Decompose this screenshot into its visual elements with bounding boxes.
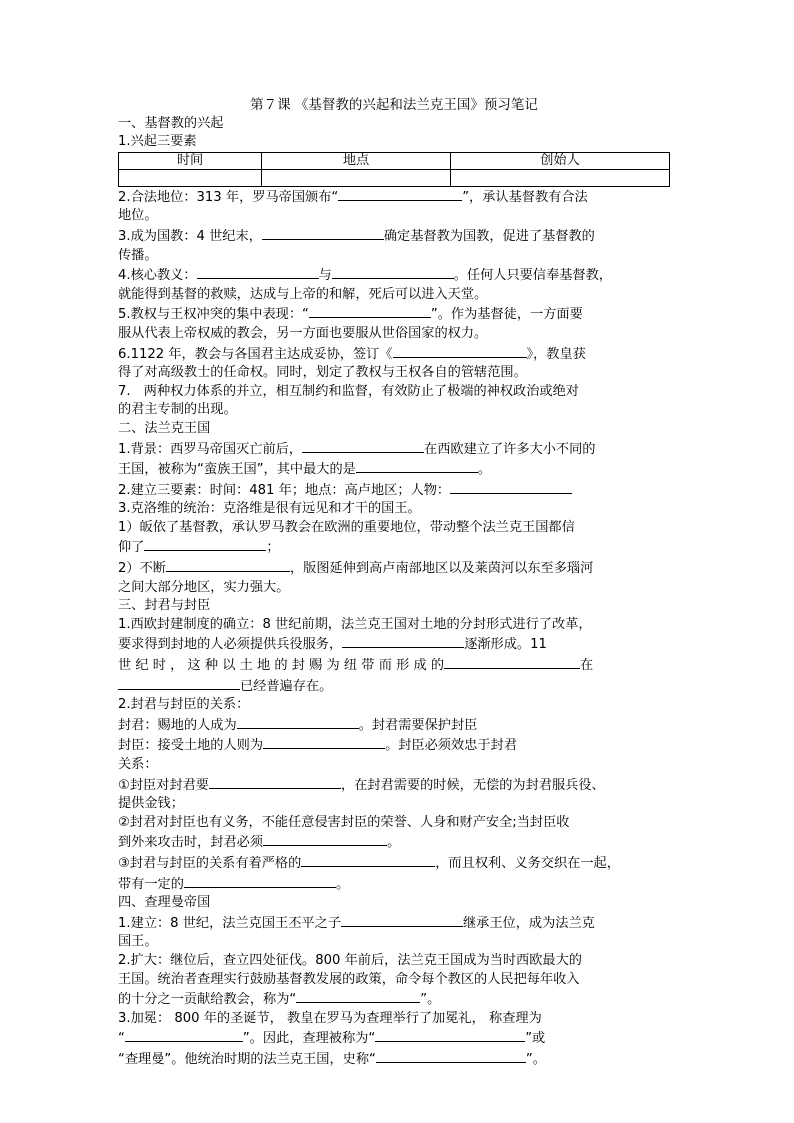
text-span: ，而且权利、义务交织在一起， xyxy=(435,855,620,871)
section-heading: 三、封君与封臣 xyxy=(118,598,211,614)
text-span: ，在封君需要的时候，无偿的为封君服兵役、 xyxy=(340,777,605,793)
text-span: ”。 xyxy=(525,1051,546,1067)
text-line: 地位。 xyxy=(118,208,158,224)
text-line xyxy=(118,735,670,756)
text-line xyxy=(118,537,670,558)
fill-blank[interactable] xyxy=(375,1028,525,1042)
text-span: 1.建立：8 世纪，法兰克国王丕平之子 xyxy=(118,915,341,931)
text-line xyxy=(118,1049,670,1070)
fill-blank[interactable] xyxy=(450,480,572,494)
fill-blank[interactable] xyxy=(144,537,266,551)
text-line xyxy=(118,226,670,247)
text-line: 1）皈依了基督教，承认罗马教会在欧洲的重要地位，带动整个法兰克王国都信 xyxy=(118,519,575,535)
text-line xyxy=(118,874,670,895)
fill-blank[interactable] xyxy=(237,715,359,729)
fill-blank[interactable] xyxy=(263,735,385,749)
text-span: ”，承认基督教有合法 xyxy=(462,189,588,205)
text-span: 王国，被称为“蛮族王国”，其中最大的是 xyxy=(118,462,356,478)
text-line xyxy=(118,715,670,736)
table-header-place: 地点 xyxy=(262,152,451,169)
text-line: 王国。统治者查理实行鼓励基督教发展的政策，命令每个教区的人民把每年收入 xyxy=(118,971,580,987)
text-line: 得了对高级教士的任命权。同时，划定了教权与王权各自的管辖范围。 xyxy=(118,365,527,381)
text-line xyxy=(118,187,670,208)
text-span: ”。因此，查理被称为“ xyxy=(242,1031,376,1047)
text-span: 继承王位，成为法兰克 xyxy=(462,915,595,931)
text-span: 2.合法地位：313 年，罗马帝国颁布“ xyxy=(118,189,339,205)
fill-blank[interactable] xyxy=(393,344,527,358)
text-line: 就能得到基督的救赎，达成与上帝的和解，死后可以进入天堂。 xyxy=(118,286,488,302)
text-line: 2.扩大：继位后，查立四处征伐。800 年前后，法兰克王国成为当时西欧最大的 xyxy=(118,952,582,968)
text-line xyxy=(118,265,670,286)
fill-blank[interactable] xyxy=(197,265,319,279)
text-span: 1.背景：西罗马帝国灭亡前后， xyxy=(118,441,303,457)
three-elements-table xyxy=(118,152,670,187)
text-span: ； xyxy=(266,540,280,556)
table-cell[interactable] xyxy=(451,169,670,186)
text-span: ，版图延伸到高卢南部地区以及莱茵河以东至多瑙河 xyxy=(289,561,594,577)
text-line xyxy=(118,634,670,655)
text-span: 在西欧建立了许多大小不同的 xyxy=(424,441,596,457)
fill-blank[interactable] xyxy=(309,304,431,318)
fill-blank[interactable] xyxy=(209,775,341,789)
text-span: 4.核心教义： xyxy=(118,268,197,284)
text-line: 关系： xyxy=(118,757,158,772)
text-line: 3.加冕： 800 年的圣诞节， 教皇在罗马为查理举行了加冕礼， 称查理为 xyxy=(118,1010,542,1026)
fill-blank[interactable] xyxy=(338,187,462,201)
text-span: 。封君需要保护封臣 xyxy=(358,717,478,733)
text-line xyxy=(118,480,670,501)
text-span: 仰了 xyxy=(118,540,145,556)
text-line: 服从代表上帝权威的教会，另一方面也要服从世俗国家的权力。 xyxy=(118,325,488,341)
table-header-row xyxy=(119,152,670,169)
text-line xyxy=(118,655,670,676)
table-header-founder: 创始人 xyxy=(451,152,670,169)
text-line: ②封君对封臣也有义务，不能任意侵害封臣的荣誉、人身和财产安全;当封臣收 xyxy=(118,814,570,830)
text-line xyxy=(118,344,670,365)
text-span: 。 xyxy=(387,835,401,851)
text-span: 已经普遍存在。 xyxy=(240,678,333,694)
text-line xyxy=(118,832,670,853)
fill-blank[interactable] xyxy=(444,655,580,669)
text-line: 7. 两种权力体系的并立，相互制约和监督，有效防止了极端的神权政治或绝对 xyxy=(118,383,579,399)
text-span: 。 xyxy=(477,462,492,478)
text-span: 要求得到封地的人必须提供兵役服务， xyxy=(118,637,343,653)
fill-blank[interactable] xyxy=(376,1049,526,1063)
fill-blank[interactable] xyxy=(332,265,454,279)
text-line: 3.克洛维的统治：克洛维是很有远见和才干的国王。 xyxy=(118,501,421,517)
fill-blank[interactable] xyxy=(341,913,463,927)
text-line: 1.兴起三要素 xyxy=(118,134,197,150)
fill-blank[interactable] xyxy=(263,832,387,846)
fill-blank[interactable] xyxy=(301,853,435,867)
text-line xyxy=(118,439,670,460)
text-span: 带有一定的 xyxy=(118,876,184,892)
text-span: 世 纪 时 ， 这 种 以 土 地 的 封 赐 为 纽 带 而 形 成 的 xyxy=(118,658,445,674)
table-cell[interactable] xyxy=(119,169,262,186)
text-span: 6.1122 年，教会与各国君主达成妥协，签订《 xyxy=(118,346,393,362)
text-line xyxy=(118,913,670,934)
text-line: 之间大部分地区，实力强大。 xyxy=(118,579,290,595)
text-line: 提供金钱； xyxy=(118,796,184,812)
text-line xyxy=(118,676,670,697)
text-span: 与 xyxy=(318,268,332,284)
table-cell[interactable] xyxy=(262,169,451,186)
text-span: ①封臣对封君要 xyxy=(118,777,209,793)
text-span: 逐渐形成。11 xyxy=(464,637,547,653)
fill-blank[interactable] xyxy=(356,459,478,473)
fill-blank[interactable] xyxy=(184,874,336,888)
fill-blank[interactable] xyxy=(118,676,240,690)
text-line: 2.封君与封臣的关系： xyxy=(118,697,250,713)
text-span: 的十分之一贡献给教会，称为“ xyxy=(118,992,297,1008)
text-span: ”。 xyxy=(420,992,441,1008)
text-span: 确定基督教为国教，促进了基督教的 xyxy=(383,228,595,244)
text-line: 1.西欧封建制度的确立：8 世纪前期，法兰克王国对土地的分封形式进行了改革， xyxy=(118,616,592,632)
text-span: 。 xyxy=(335,876,350,892)
text-line xyxy=(118,459,670,480)
text-line xyxy=(118,1028,670,1049)
fill-blank[interactable] xyxy=(302,439,424,453)
text-span: 。任何人只要信奉基督教， xyxy=(453,268,612,284)
section-heading: 一、基督教的兴起 xyxy=(118,115,224,131)
text-line xyxy=(118,558,670,579)
worksheet-page xyxy=(118,96,670,1070)
table-header-time: 时间 xyxy=(119,152,262,169)
text-line: 国王。 xyxy=(118,934,158,950)
text-span: 到外来攻击时，封君必须 xyxy=(118,835,264,851)
section-heading: 四、查理曼帝国 xyxy=(118,895,211,911)
text-span: ③封君与封臣的关系有着严格的 xyxy=(118,855,302,871)
fill-blank[interactable] xyxy=(262,226,384,240)
text-span: “ xyxy=(118,1031,125,1047)
fill-blank[interactable] xyxy=(296,989,420,1003)
text-line xyxy=(118,853,670,874)
text-line xyxy=(118,989,670,1010)
page-title: 第７课 《基督教的兴起和法兰克王国》预习笔记 xyxy=(250,97,538,113)
fill-blank[interactable] xyxy=(166,558,290,572)
text-span: ”或 xyxy=(525,1031,546,1047)
text-span: 封臣：接受土地的人则为 xyxy=(118,738,264,754)
text-span: 在 xyxy=(580,658,594,674)
text-span: 。封臣必须效忠于封君 xyxy=(385,738,517,754)
text-span: 2.建立三要素：时间：481 年；地点：高卢地区；人物： xyxy=(118,482,451,498)
text-span: 3.成为国教：4 世纪末， xyxy=(118,228,262,244)
text-line: 传播。 xyxy=(118,247,158,263)
text-line xyxy=(118,304,670,325)
table-row xyxy=(119,169,670,186)
text-span: 5.教权与王权冲突的集中表现：“ xyxy=(118,307,309,323)
text-span: ”。作为基督徒，一方面要 xyxy=(430,307,583,323)
text-line xyxy=(118,775,670,796)
text-span: 》，教皇获 xyxy=(526,346,586,362)
text-span: 封君：赐地的人成为 xyxy=(118,717,237,733)
fill-blank[interactable] xyxy=(125,1028,243,1042)
text-span: 2）不断 xyxy=(118,561,166,577)
section-heading: 二、法兰克王国 xyxy=(118,420,211,436)
fill-blank[interactable] xyxy=(342,634,464,648)
text-span: “查理曼”。他统治时期的法兰克王国，史称“ xyxy=(118,1051,376,1067)
text-line: 的君主专制的出现。 xyxy=(118,402,237,418)
